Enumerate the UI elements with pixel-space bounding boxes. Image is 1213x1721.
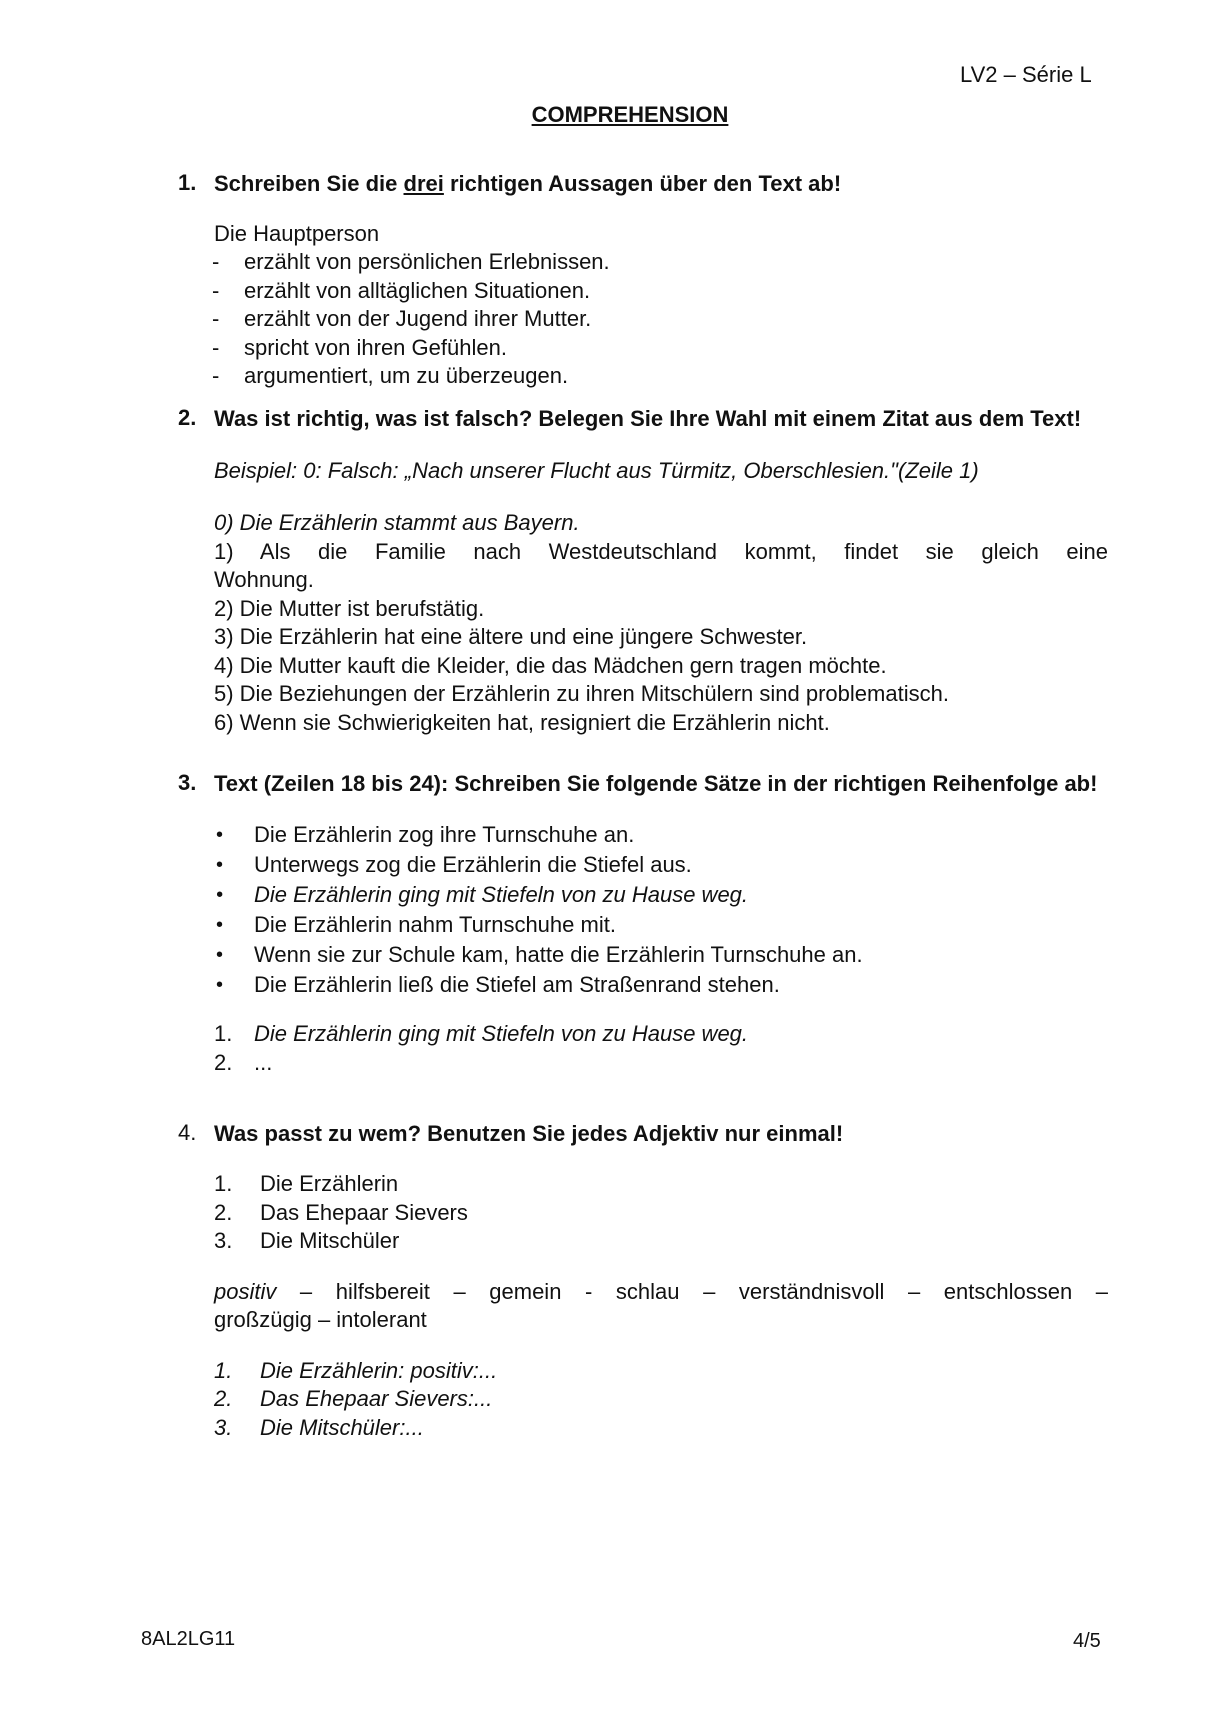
answer-number: 3. (214, 1414, 233, 1440)
list-item: 5) Die Beziehungen der Erzählerin zu ihren Mitschülern sind problematisch. (214, 681, 949, 706)
list-item: 3) Die Erzählerin hat eine ältere und eine jüngere Schwester. (214, 624, 808, 649)
list-item (214, 1199, 1108, 1228)
question-2-number: 2. (178, 405, 197, 430)
list-item: - argumentiert, um zu überzeugen. (244, 362, 1108, 391)
question-4 (178, 1120, 1108, 1442)
document-code: 8AL2LG11 (141, 1628, 236, 1650)
item-number: 1. (214, 1171, 233, 1196)
adjective-positiv: positiv (214, 1278, 277, 1304)
list-item: • Die Erzählerin ließ die Stiefel am Straßenrand stehen. (254, 970, 1108, 1000)
answer-number: 1. (214, 1021, 233, 1046)
list-item (214, 1357, 1108, 1386)
q4-answer-list (214, 1357, 1108, 1443)
adjectives-line-1 (214, 1278, 1108, 1307)
answer-text: Die Erzählerin: positiv:... (260, 1357, 498, 1383)
page-title: COMPREHENSION (531, 102, 729, 127)
list-item (214, 1049, 1108, 1078)
question-4-number: 4. (178, 1120, 197, 1145)
item-text: Das Ehepaar Sievers (260, 1199, 468, 1225)
item-text: Die Mitschüler (260, 1228, 400, 1253)
q3-answer-list (214, 1020, 1108, 1077)
list-item: - spricht von ihren Gefühlen. (244, 334, 1108, 363)
q1-statement-list (244, 248, 1108, 391)
answer-text: ... (254, 1049, 273, 1075)
q4-adjective-list (214, 1278, 1108, 1335)
question-1 (178, 170, 1108, 391)
list-item: 0) Die Erzählerin stammt aus Bayern. (214, 510, 580, 535)
item-text: Die Erzählerin (260, 1171, 399, 1196)
answer-text: Die Mitschüler:... (260, 1414, 424, 1440)
answer-text: Das Ehepaar Sievers:... (260, 1386, 493, 1411)
item-number: 2. (214, 1199, 233, 1225)
q3-sentence-list (254, 820, 1108, 1000)
list-item: • Wenn sie zur Schule kam, hatte die Erzählerin Turnschuhe an. (254, 940, 1108, 970)
adjectives-rest: – hilfsbereit – gemein - schlau – verständnisvoll – entschlossen – (276, 1278, 1108, 1304)
page-number: 4/5 (1073, 1630, 1101, 1652)
question-1-instruction (214, 170, 1108, 198)
list-item-continuation: Wohnung. (214, 567, 314, 592)
q1-instruction-part1: Schreiben Sie die (214, 171, 404, 196)
question-2 (178, 405, 1108, 737)
answer-number: 2. (214, 1049, 233, 1075)
list-item: • Die Erzählerin nahm Turnschuhe mit. (254, 910, 1108, 940)
answer-number: 1. (214, 1357, 233, 1383)
list-item: 1) Als die Familie nach Westdeutschland kommt, findet sie gleich eine (214, 538, 1108, 564)
q1-intro: Die Hauptperson (214, 221, 380, 246)
list-item (214, 1385, 1108, 1414)
question-1-number: 1. (178, 170, 197, 195)
list-item: - erzählt von der Jugend ihrer Mutter. (244, 305, 1108, 334)
list-item: • Die Erzählerin zog ihre Turnschuhe an. (254, 820, 1108, 850)
question-2-instruction: Was ist richtig, was ist falsch? Belegen Sie Ihre Wahl mit einem Zitat aus dem Text! (214, 406, 1082, 431)
q2-example: Beispiel: 0: Falsch: „Nach unserer Flucht aus Türmitz, Oberschlesien."(Zeile 1) (214, 458, 979, 483)
series-label: LV2 – Série L (960, 62, 1092, 87)
list-item: • Die Erzählerin ging mit Stiefeln von zu Hause weg. (254, 880, 1108, 910)
list-item: - erzählt von alltäglichen Situationen. (244, 277, 1108, 306)
list-item: - erzählt von persönlichen Erlebnissen. (244, 248, 1108, 277)
list-item: 2) Die Mutter ist berufstätig. (214, 595, 485, 621)
list-item (214, 1227, 1108, 1256)
list-item: 4) Die Mutter kauft die Kleider, die das Mädchen gern tragen möchte. (214, 652, 887, 678)
answer-text: Die Erzählerin ging mit Stiefeln von zu Hause weg. (254, 1021, 749, 1046)
q2-item-list (214, 509, 1108, 737)
question-3 (178, 770, 1108, 1077)
question-3-number: 3. (178, 770, 197, 795)
list-item (214, 1020, 1108, 1049)
list-item: 6) Wenn sie Schwierigkeiten hat, resigniert die Erzählerin nicht. (214, 709, 830, 735)
adjectives-line-2: großzügig – intolerant (214, 1307, 427, 1332)
list-item (214, 1170, 1108, 1199)
list-item: • Unterwegs zog die Erzählerin die Stiefel aus. (254, 850, 1108, 880)
answer-number: 2. (214, 1386, 233, 1411)
q4-person-list (214, 1170, 1108, 1256)
q1-instruction-underlined: drei (403, 171, 444, 196)
question-4-instruction: Was passt zu wem? Benutzen Sie jedes Adjektiv nur einmal! (214, 1121, 844, 1146)
item-number: 3. (214, 1228, 233, 1253)
list-item (214, 1414, 1108, 1443)
question-3-instruction: Text (Zeilen 18 bis 24): Schreiben Sie folgende Sätze in der richtigen Reihenfolge ab! (214, 771, 1098, 796)
q1-instruction-part2: richtigen Aussagen über den Text ab! (443, 171, 842, 196)
